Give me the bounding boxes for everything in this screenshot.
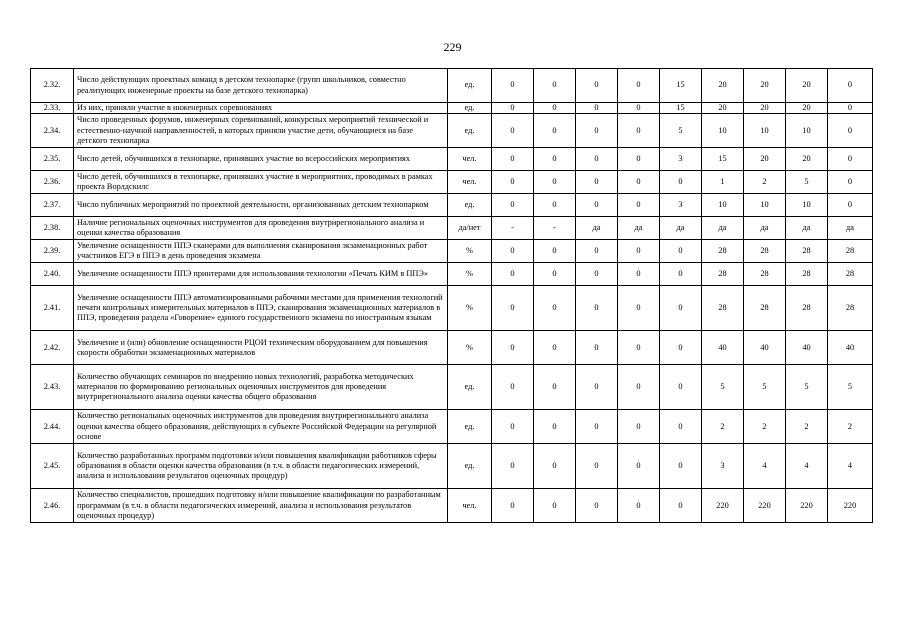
row-unit: ед. — [448, 69, 492, 103]
value-cell: 3 — [660, 148, 702, 171]
value-cell: 0 — [492, 69, 534, 103]
row-number: 2.44. — [31, 410, 74, 444]
row-description: Наличие региональных оценочных инструментов для проведения внутрирегионального анализа и оценки качества образования — [74, 217, 448, 240]
value-cell: 0 — [618, 331, 660, 365]
value-cell: 0 — [660, 444, 702, 489]
value-cell: 0 — [534, 194, 576, 217]
value-cell: 28 — [702, 286, 744, 331]
value-cell: 3 — [660, 194, 702, 217]
value-cell: 0 — [534, 240, 576, 263]
row-number: 2.34. — [31, 114, 74, 148]
value-cell: 20 — [744, 69, 786, 103]
value-cell: 0 — [660, 263, 702, 286]
value-cell: 0 — [828, 103, 873, 114]
row-number: 2.37. — [31, 194, 74, 217]
row-unit: ед. — [448, 114, 492, 148]
row-description: Число публичных мероприятий по проектной деятельности, организованных детским технопарком — [74, 194, 448, 217]
value-cell: да — [576, 217, 618, 240]
row-unit: ед. — [448, 103, 492, 114]
value-cell: 28 — [702, 263, 744, 286]
value-cell: 0 — [618, 103, 660, 114]
value-cell: 28 — [786, 286, 828, 331]
row-number: 2.43. — [31, 365, 74, 410]
value-cell: 0 — [576, 331, 618, 365]
row-unit: чел. — [448, 148, 492, 171]
value-cell: 0 — [660, 331, 702, 365]
value-cell: 0 — [576, 365, 618, 410]
row-number: 2.39. — [31, 240, 74, 263]
value-cell: 0 — [618, 69, 660, 103]
row-description: Число проведенных форумов, инженерных соревнований, конкурсных мероприятий технической и естественно-научной направленностей, в которых приняли участие дети, обучающиеся на базе детского технопарка — [74, 114, 448, 148]
row-number: 2.35. — [31, 148, 74, 171]
value-cell: 0 — [534, 103, 576, 114]
value-cell: 0 — [576, 489, 618, 523]
row-unit: % — [448, 331, 492, 365]
row-description: Количество обучающих семинаров по внедрению новых технологий, разработка методических материалов по формированию региональных оценочных инструментов для проведения внутрирегионального анализа оценки качества общего образования — [74, 365, 448, 410]
value-cell: 0 — [534, 286, 576, 331]
value-cell: 10 — [744, 114, 786, 148]
value-cell: 10 — [702, 114, 744, 148]
table-row — [31, 263, 873, 286]
value-cell: - — [534, 217, 576, 240]
value-cell: 28 — [744, 240, 786, 263]
value-cell: 0 — [492, 286, 534, 331]
value-cell: 0 — [492, 194, 534, 217]
value-cell: 28 — [786, 240, 828, 263]
value-cell: 0 — [534, 171, 576, 194]
row-number: 2.40. — [31, 263, 74, 286]
value-cell: 28 — [828, 240, 873, 263]
value-cell: 28 — [786, 263, 828, 286]
row-unit: % — [448, 240, 492, 263]
value-cell: 0 — [492, 410, 534, 444]
value-cell: да — [786, 217, 828, 240]
value-cell: - — [492, 217, 534, 240]
value-cell: 2 — [744, 171, 786, 194]
value-cell: 2 — [702, 410, 744, 444]
value-cell: 3 — [702, 444, 744, 489]
value-cell: 20 — [744, 103, 786, 114]
value-cell: 0 — [534, 148, 576, 171]
value-cell: 0 — [534, 263, 576, 286]
value-cell: 0 — [618, 148, 660, 171]
value-cell: 15 — [702, 148, 744, 171]
table-row — [31, 171, 873, 194]
row-description: Увеличение оснащенности ППЭ принтерами для использования технологии «Печать КИМ в ППЭ» — [74, 263, 448, 286]
table-row — [31, 148, 873, 171]
table-row — [31, 69, 873, 103]
value-cell: 10 — [786, 114, 828, 148]
value-cell: 0 — [828, 69, 873, 103]
value-cell: 220 — [744, 489, 786, 523]
value-cell: 0 — [576, 263, 618, 286]
table-row — [31, 444, 873, 489]
value-cell: 5 — [744, 365, 786, 410]
value-cell: 28 — [744, 263, 786, 286]
value-cell: 1 — [702, 171, 744, 194]
table-row — [31, 194, 873, 217]
value-cell: 0 — [492, 103, 534, 114]
value-cell: 5 — [786, 365, 828, 410]
row-description: Число детей, обучившихся в технопарке, принявших участие во всероссийских мероприятиях — [74, 148, 448, 171]
page-number: 229 — [443, 40, 462, 54]
value-cell: 0 — [492, 331, 534, 365]
value-cell: 0 — [576, 410, 618, 444]
value-cell: 0 — [534, 69, 576, 103]
value-cell: 20 — [786, 69, 828, 103]
row-unit: ед. — [448, 410, 492, 444]
value-cell: 0 — [618, 114, 660, 148]
row-unit: да/нет — [448, 217, 492, 240]
row-description: Увеличение оснащенности ППЭ сканерами для выполнения сканирования экзаменационных работ участников ЕГЭ в ППЭ в день проведения экзамена — [74, 240, 448, 263]
value-cell: 0 — [492, 171, 534, 194]
value-cell: 0 — [534, 365, 576, 410]
value-cell: 10 — [786, 194, 828, 217]
value-cell: 0 — [492, 365, 534, 410]
value-cell: 4 — [828, 444, 873, 489]
row-number: 2.36. — [31, 171, 74, 194]
table-row — [31, 410, 873, 444]
table-row — [31, 114, 873, 148]
table-row — [31, 331, 873, 365]
value-cell: 0 — [576, 148, 618, 171]
row-unit: ед. — [448, 194, 492, 217]
value-cell: 2 — [786, 410, 828, 444]
value-cell: 0 — [618, 240, 660, 263]
value-cell: 10 — [744, 194, 786, 217]
value-cell: 0 — [618, 410, 660, 444]
value-cell: 0 — [534, 444, 576, 489]
value-cell: да — [660, 217, 702, 240]
value-cell: 220 — [702, 489, 744, 523]
value-cell: 28 — [828, 263, 873, 286]
row-unit: чел. — [448, 489, 492, 523]
value-cell: 0 — [576, 103, 618, 114]
value-cell: 0 — [576, 69, 618, 103]
value-cell: 5 — [702, 365, 744, 410]
row-number: 2.32. — [31, 69, 74, 103]
indicators-table — [30, 68, 873, 523]
value-cell: 0 — [828, 114, 873, 148]
value-cell: 0 — [660, 489, 702, 523]
row-description: Количество специалистов, прошедших подготовку и/или повышение квалификации по разработанным программам (в т.ч. в области педагогических измерений, анализа и использования результатов оценочных процедур) — [74, 489, 448, 523]
value-cell: 5 — [828, 365, 873, 410]
table-row — [31, 365, 873, 410]
value-cell: 5 — [786, 171, 828, 194]
table-row — [31, 217, 873, 240]
value-cell: 0 — [618, 194, 660, 217]
table-row — [31, 489, 873, 523]
value-cell: 0 — [576, 240, 618, 263]
value-cell: да — [618, 217, 660, 240]
value-cell: 0 — [660, 171, 702, 194]
value-cell: 0 — [576, 114, 618, 148]
value-cell: 20 — [702, 69, 744, 103]
value-cell: 0 — [576, 194, 618, 217]
value-cell: 0 — [618, 365, 660, 410]
value-cell: 220 — [828, 489, 873, 523]
row-description: Увеличение и (или) обновление оснащенности РЦОИ техническим оборудованием для повышения скорости обработки экзаменационных материалов — [74, 331, 448, 365]
value-cell: 40 — [702, 331, 744, 365]
row-number: 2.38. — [31, 217, 74, 240]
value-cell: 15 — [660, 69, 702, 103]
table-body — [31, 69, 873, 523]
row-unit: % — [448, 286, 492, 331]
value-cell: 0 — [492, 240, 534, 263]
row-number: 2.46. — [31, 489, 74, 523]
value-cell: 0 — [534, 331, 576, 365]
value-cell: 2 — [828, 410, 873, 444]
value-cell: 28 — [702, 240, 744, 263]
value-cell: 0 — [618, 489, 660, 523]
value-cell: 0 — [492, 263, 534, 286]
value-cell: 0 — [618, 286, 660, 331]
row-description: Количество разработанных программ подготовки и/или повышения квалификации работников сферы образования в области оценки качества образования (в т.ч. в области педагогических измерений, анализа и использования результатов оценочных процедур) — [74, 444, 448, 489]
row-description: Из них, приняли участие в инженерных соревнованиях — [74, 103, 448, 114]
row-unit: чел. — [448, 171, 492, 194]
value-cell: 20 — [702, 103, 744, 114]
row-unit: % — [448, 263, 492, 286]
value-cell: 0 — [660, 365, 702, 410]
value-cell: 15 — [660, 103, 702, 114]
table-row — [31, 286, 873, 331]
row-unit: ед. — [448, 365, 492, 410]
value-cell: 5 — [660, 114, 702, 148]
value-cell: 10 — [702, 194, 744, 217]
value-cell: 0 — [660, 240, 702, 263]
value-cell: да — [828, 217, 873, 240]
row-description: Число детей, обучившихся в технопарке, принявших участие в мероприятиях, проводимых в рамках проекта Ворлдскилс — [74, 171, 448, 194]
value-cell: 20 — [744, 148, 786, 171]
row-number: 2.45. — [31, 444, 74, 489]
row-description: Увеличение оснащенности ППЭ автоматизированными рабочими местами для применения технологий печати контрольных измерительных материалов в ППЭ, сканирования экзаменационных материалов в ППЭ, проведения раздела «Говорение» единого государственного экзамена по иностранным языкам — [74, 286, 448, 331]
value-cell: 220 — [786, 489, 828, 523]
value-cell: 0 — [492, 148, 534, 171]
value-cell: 0 — [534, 489, 576, 523]
value-cell: да — [702, 217, 744, 240]
value-cell: 4 — [786, 444, 828, 489]
value-cell: 0 — [534, 114, 576, 148]
value-cell: 20 — [786, 103, 828, 114]
value-cell: 0 — [828, 194, 873, 217]
value-cell: 0 — [534, 410, 576, 444]
value-cell: 4 — [744, 444, 786, 489]
row-unit: ед. — [448, 444, 492, 489]
value-cell: 0 — [828, 171, 873, 194]
table-row — [31, 103, 873, 114]
table-row — [31, 240, 873, 263]
value-cell: 0 — [828, 148, 873, 171]
value-cell: 0 — [660, 410, 702, 444]
row-number: 2.41. — [31, 286, 74, 331]
value-cell: 0 — [618, 263, 660, 286]
value-cell: 0 — [576, 171, 618, 194]
value-cell: 0 — [618, 444, 660, 489]
value-cell: 0 — [576, 444, 618, 489]
value-cell: 40 — [744, 331, 786, 365]
value-cell: 0 — [576, 286, 618, 331]
value-cell: 2 — [744, 410, 786, 444]
value-cell: 20 — [786, 148, 828, 171]
value-cell: 40 — [828, 331, 873, 365]
value-cell: 0 — [492, 444, 534, 489]
value-cell: 0 — [492, 489, 534, 523]
value-cell: 0 — [618, 171, 660, 194]
value-cell: 28 — [744, 286, 786, 331]
value-cell: 40 — [786, 331, 828, 365]
value-cell: да — [744, 217, 786, 240]
value-cell: 28 — [828, 286, 873, 331]
row-number: 2.42. — [31, 331, 74, 365]
value-cell: 0 — [492, 114, 534, 148]
row-number: 2.33. — [31, 103, 74, 114]
row-description: Количество региональных оценочных инструментов для проведения внутрирегионального анализа оценки качества общего образования, действующих в субъекте Российской Федерации на регулярной основе — [74, 410, 448, 444]
row-description: Число действующих проектных команд в детском технопарке (групп школьников, совместно реализующих инженерные проекты на базе детского технопарка) — [74, 69, 448, 103]
value-cell: 0 — [660, 286, 702, 331]
